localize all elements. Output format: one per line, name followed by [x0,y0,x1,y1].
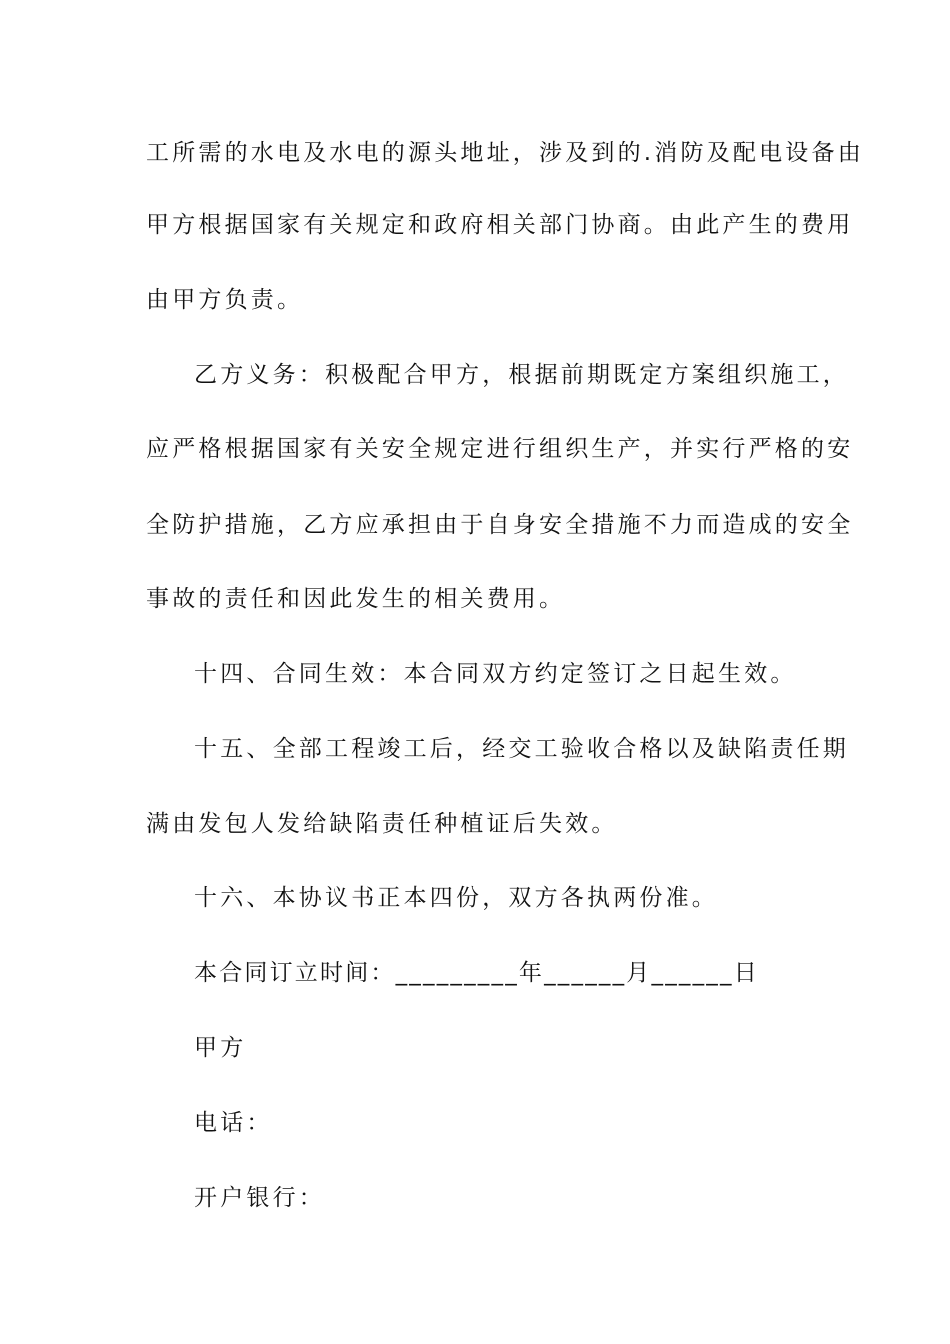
bank-label: 开户银行： [194,1185,325,1211]
paragraph-2-line-1: 乙方义务：积极配合甲方，根据前期既定方案组织施工， [194,362,849,388]
paragraph-1-line-3: 由甲方负责。 [146,287,304,313]
clause-15-line-2: 满由发包人发给缺陷责任种植证后失效。 [146,811,618,837]
party-a-label: 甲方 [194,1035,247,1061]
paragraph-2-line-4: 事故的责任和因此发生的相关费用。 [146,586,566,612]
clause-16: 十六、本协议书正本四份，双方各执两份准。 [194,885,718,911]
paragraph-1-line-1: 工所需的水电及水电的源头地址，涉及到的.消防及配电设备由 [146,140,864,166]
paragraph-2-line-3: 全防护措施，乙方应承担由于自身安全措施不力而造成的安全 [146,512,854,538]
paragraph-2-line-2: 应严格根据国家有关安全规定进行组织生产，并实行严格的安 [146,436,854,462]
clause-15-line-1: 十五、全部工程竣工后，经交工验收合格以及缺陷责任期 [194,736,849,762]
clause-14: 十四、合同生效：本合同双方约定签订之日起生效。 [194,661,797,687]
phone-label: 电话： [194,1110,273,1136]
contract-date-line: 本合同订立时间：_________年______月______日 [194,960,759,986]
paragraph-1-line-2: 甲方根据国家有关规定和政府相关部门协商。由此产生的费用 [146,212,854,238]
